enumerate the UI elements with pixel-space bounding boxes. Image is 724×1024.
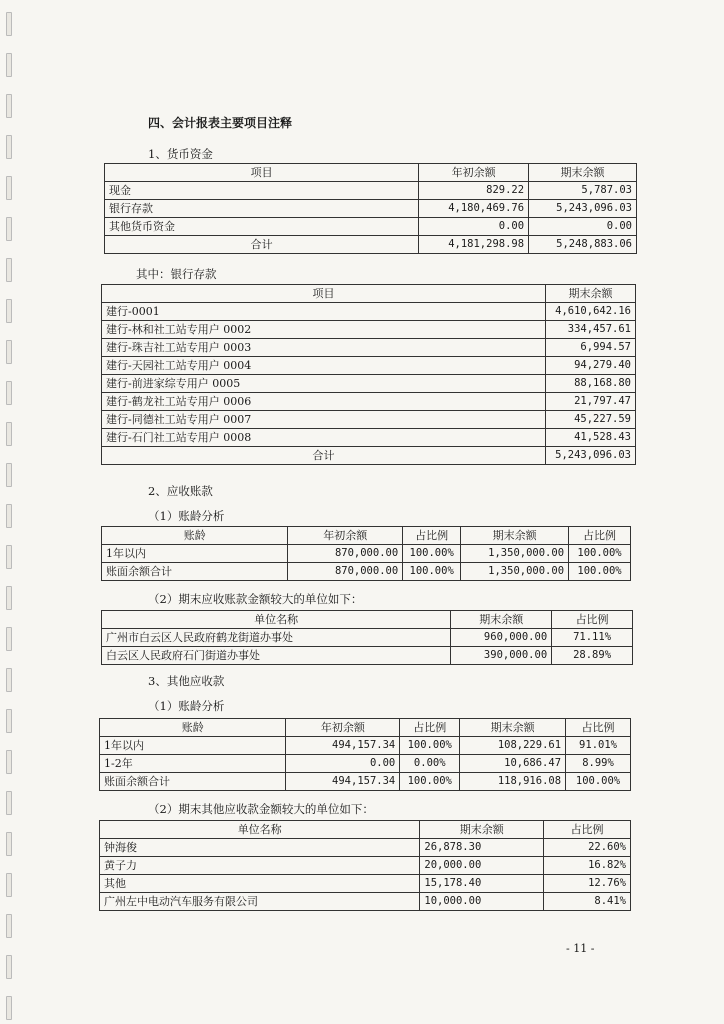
binding-hole xyxy=(6,340,12,364)
binding-hole xyxy=(6,12,12,36)
binding-hole xyxy=(6,381,12,405)
table-row xyxy=(102,321,636,339)
bank-heading: 其中：银行存款 xyxy=(136,267,217,281)
table-row xyxy=(102,357,636,375)
binding-hole xyxy=(6,791,12,815)
table-row xyxy=(105,182,637,200)
cell-end: 108,229.61 xyxy=(460,737,566,755)
cell-pct: 8.41% xyxy=(544,893,631,911)
binding-hole xyxy=(6,709,12,733)
cell-end: 6,994.57 xyxy=(546,339,636,357)
binding-hole xyxy=(6,832,12,856)
binding-hole xyxy=(6,258,12,282)
column-header: 期末余额 xyxy=(529,164,637,182)
binding-hole xyxy=(6,996,12,1020)
cell-end: 960,000.00 xyxy=(451,629,552,647)
cell-name: 广州左中电动汽车服务有限公司 xyxy=(100,893,420,911)
table-row xyxy=(105,200,637,218)
table-header-row xyxy=(100,821,631,839)
column-header: 期末余额 xyxy=(461,527,569,545)
column-header: 占比例 xyxy=(403,527,461,545)
receivable-heading: 2、应收账款 xyxy=(148,484,213,498)
table-row xyxy=(100,773,631,791)
cell-age: 账面余额合计 xyxy=(102,563,288,581)
cell-item: 建行-同德社工站专用户 0007 xyxy=(102,411,546,429)
table-row xyxy=(100,893,631,911)
cash-heading: 1、货币资金 xyxy=(148,147,213,161)
binding-hole xyxy=(6,299,12,323)
cell-item: 建行-鹤龙社工站专用户 0006 xyxy=(102,393,546,411)
binding-hole xyxy=(6,504,12,528)
cell-item: 银行存款 xyxy=(105,200,419,218)
cell-end: 26,878.30 xyxy=(420,839,544,857)
table-row xyxy=(102,303,636,321)
table-header-row xyxy=(102,527,631,545)
table-row xyxy=(100,875,631,893)
binding-hole xyxy=(6,914,12,938)
column-header: 年初余额 xyxy=(286,719,400,737)
table-row xyxy=(102,545,631,563)
table-row xyxy=(105,218,637,236)
binding-hole xyxy=(6,873,12,897)
section-title: 四、会计报表主要项目注释 xyxy=(148,116,293,130)
cell-begin: 0.00 xyxy=(419,218,529,236)
cell-item: 建行-珠吉社工站专用户 0003 xyxy=(102,339,546,357)
cell-end: 5,243,096.03 xyxy=(529,200,637,218)
cash-table xyxy=(104,163,637,254)
cell-end: 21,797.47 xyxy=(546,393,636,411)
column-header: 期末余额 xyxy=(420,821,544,839)
cell-end: 390,000.00 xyxy=(451,647,552,665)
binding-hole xyxy=(6,668,12,692)
column-header: 项目 xyxy=(105,164,419,182)
table-row xyxy=(102,647,633,665)
cell-name: 广州市白云区人民政府鹤龙街道办事处 xyxy=(102,629,451,647)
cell-total-end: 5,248,883.06 xyxy=(529,236,637,254)
cell-end-pct: 100.00% xyxy=(569,563,631,581)
cell-item: 其他货币资金 xyxy=(105,218,419,236)
table-row xyxy=(100,857,631,875)
cell-end-pct: 91.01% xyxy=(566,737,631,755)
column-header: 账龄 xyxy=(100,719,286,737)
cell-end: 0.00 xyxy=(529,218,637,236)
cell-end-pct: 100.00% xyxy=(566,773,631,791)
binding-hole xyxy=(6,545,12,569)
cell-begin: 494,157.34 xyxy=(286,773,400,791)
cell-age: 1年以内 xyxy=(100,737,286,755)
table-row xyxy=(102,393,636,411)
cell-begin: 494,157.34 xyxy=(286,737,400,755)
table-row xyxy=(100,755,631,773)
table-total-row xyxy=(102,447,636,465)
binding-hole xyxy=(6,463,12,487)
cell-name: 白云区人民政府石门街道办事处 xyxy=(102,647,451,665)
binding-hole xyxy=(6,217,12,241)
cell-begin: 870,000.00 xyxy=(288,563,403,581)
table-row xyxy=(100,737,631,755)
cell-total-label: 合计 xyxy=(102,447,546,465)
column-header: 期末余额 xyxy=(460,719,566,737)
cell-end: 20,000.00 xyxy=(420,857,544,875)
cell-end: 5,787.03 xyxy=(529,182,637,200)
table-header-row xyxy=(100,719,631,737)
cell-begin: 4,180,469.76 xyxy=(419,200,529,218)
cell-end-pct: 100.00% xyxy=(569,545,631,563)
binding-hole xyxy=(6,627,12,651)
cell-pct: 22.60% xyxy=(544,839,631,857)
other-major-table xyxy=(99,820,631,911)
cell-item: 建行-林和社工站专用户 0002 xyxy=(102,321,546,339)
column-header: 占比例 xyxy=(569,527,631,545)
cell-pct: 12.76% xyxy=(544,875,631,893)
table-row xyxy=(102,375,636,393)
receivable-major-table xyxy=(101,610,633,665)
binding-hole xyxy=(6,955,12,979)
column-header: 占比例 xyxy=(400,719,460,737)
other-heading: 3、其他应收款 xyxy=(148,674,225,688)
cell-end: 41,528.43 xyxy=(546,429,636,447)
cell-pct: 71.11% xyxy=(552,629,633,647)
column-header: 单位名称 xyxy=(102,611,451,629)
binding-hole xyxy=(6,750,12,774)
cell-item: 建行-0001 xyxy=(102,303,546,321)
cell-item: 建行-前进家综专用户 0005 xyxy=(102,375,546,393)
column-header: 期末余额 xyxy=(546,285,636,303)
column-header: 单位名称 xyxy=(100,821,420,839)
table-header-row xyxy=(105,164,637,182)
cell-name: 黄子力 xyxy=(100,857,420,875)
cell-begin: 829.22 xyxy=(419,182,529,200)
binding-hole xyxy=(6,94,12,118)
cell-begin-pct: 100.00% xyxy=(403,545,461,563)
cell-name: 其他 xyxy=(100,875,420,893)
cell-begin-pct: 100.00% xyxy=(403,563,461,581)
cell-age: 1年以内 xyxy=(102,545,288,563)
cell-end: 4,610,642.16 xyxy=(546,303,636,321)
table-row xyxy=(102,629,633,647)
column-header: 占比例 xyxy=(552,611,633,629)
cell-end: 10,000.00 xyxy=(420,893,544,911)
cell-begin: 0.00 xyxy=(286,755,400,773)
bank-table xyxy=(101,284,636,465)
binding-hole xyxy=(6,586,12,610)
column-header: 账龄 xyxy=(102,527,288,545)
cell-end: 94,279.40 xyxy=(546,357,636,375)
column-header: 年初余额 xyxy=(288,527,403,545)
cell-item: 建行-天园社工站专用户 0004 xyxy=(102,357,546,375)
cell-name: 钟海俊 xyxy=(100,839,420,857)
cell-end: 10,686.47 xyxy=(460,755,566,773)
cell-end: 118,916.08 xyxy=(460,773,566,791)
table-header-row xyxy=(102,285,636,303)
cell-total-label: 合计 xyxy=(105,236,419,254)
binding-hole xyxy=(6,176,12,200)
column-header: 占比例 xyxy=(566,719,631,737)
cell-total-begin: 4,181,298.98 xyxy=(419,236,529,254)
table-row xyxy=(102,339,636,357)
cell-end: 15,178.40 xyxy=(420,875,544,893)
cell-item: 现金 xyxy=(105,182,419,200)
binding-hole xyxy=(6,53,12,77)
binding-holes xyxy=(2,0,16,1024)
receivable-aging-table xyxy=(101,526,631,581)
cell-end: 88,168.80 xyxy=(546,375,636,393)
table-row xyxy=(102,563,631,581)
cell-age: 1-2年 xyxy=(100,755,286,773)
cell-begin-pct: 0.00% xyxy=(400,755,460,773)
cell-item: 建行-石门社工站专用户 0008 xyxy=(102,429,546,447)
cell-total-end: 5,243,096.03 xyxy=(546,447,636,465)
cell-begin-pct: 100.00% xyxy=(400,773,460,791)
table-total-row xyxy=(105,236,637,254)
receivable-major-heading: （2）期末应收账款金额较大的单位如下： xyxy=(148,592,363,606)
cell-end: 45,227.59 xyxy=(546,411,636,429)
cell-end: 334,457.61 xyxy=(546,321,636,339)
binding-hole xyxy=(6,135,12,159)
other-major-heading: （2）期末其他应收款金额较大的单位如下： xyxy=(148,802,374,816)
receivable-aging-heading: （1）账龄分析 xyxy=(148,509,225,523)
column-header: 期末余额 xyxy=(451,611,552,629)
column-header: 年初余额 xyxy=(419,164,529,182)
cell-pct: 16.82% xyxy=(544,857,631,875)
page-number: - 11 - xyxy=(566,942,595,955)
cell-end-pct: 8.99% xyxy=(566,755,631,773)
column-header: 项目 xyxy=(102,285,546,303)
cell-begin: 870,000.00 xyxy=(288,545,403,563)
column-header: 占比例 xyxy=(544,821,631,839)
cell-begin-pct: 100.00% xyxy=(400,737,460,755)
cell-end: 1,350,000.00 xyxy=(461,563,569,581)
binding-hole xyxy=(6,422,12,446)
table-row xyxy=(102,411,636,429)
cell-pct: 28.89% xyxy=(552,647,633,665)
table-header-row xyxy=(102,611,633,629)
table-row xyxy=(100,839,631,857)
other-aging-heading: （1）账龄分析 xyxy=(148,699,225,713)
table-row xyxy=(102,429,636,447)
other-aging-table xyxy=(99,718,631,791)
cell-age: 账面余额合计 xyxy=(100,773,286,791)
cell-end: 1,350,000.00 xyxy=(461,545,569,563)
